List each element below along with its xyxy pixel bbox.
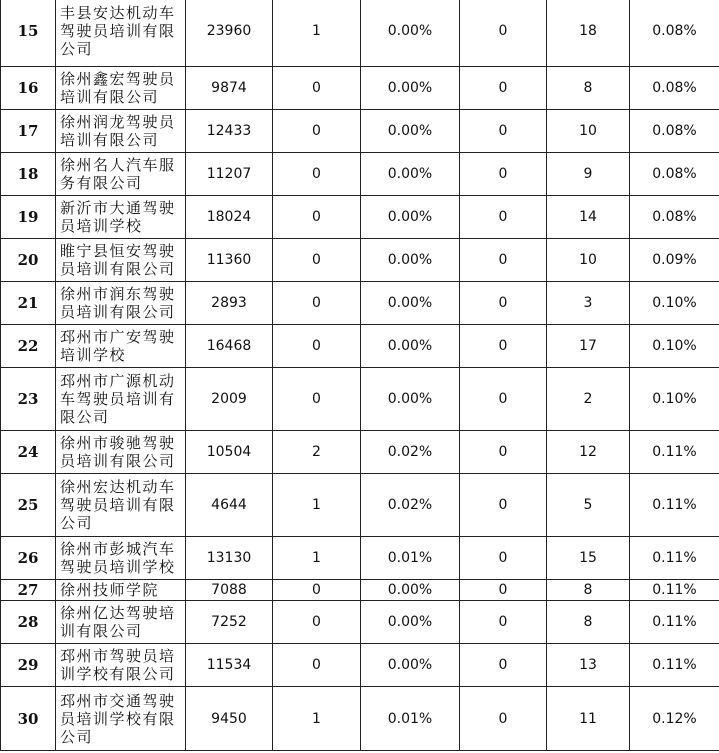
table-row <box>1 474 719 537</box>
company-name-cell: 睢宁县恒安驾驶员培训有限公司 <box>56 239 186 282</box>
rate-b-cell: 0.11% <box>630 644 719 687</box>
company-name-cell: 新沂市大通驾驶员培训学校 <box>56 196 186 239</box>
row-number-cell: 19 <box>1 196 56 239</box>
company-name-cell: 邳州市驾驶员培训学校有限公司 <box>56 644 186 687</box>
count-b-cell: 0 <box>460 537 547 580</box>
count-c-cell: 8 <box>547 67 630 110</box>
table-row <box>1 644 719 687</box>
count-b-cell: 0 <box>460 368 547 431</box>
table-row <box>1 110 719 153</box>
count-b-cell: 0 <box>460 239 547 282</box>
count-a-cell: 0 <box>273 282 361 325</box>
rate-b-cell: 0.08% <box>630 67 719 110</box>
row-number-cell: 25 <box>1 474 56 537</box>
total-value-cell: 2009 <box>186 368 273 431</box>
company-name-cell: 徐州市彭城汽车驾驶员培训学校 <box>56 537 186 580</box>
company-name-cell: 邳州市广安驾驶培训学校 <box>56 325 186 368</box>
table-row <box>1 196 719 239</box>
row-number-cell: 27 <box>1 580 56 601</box>
total-value-cell: 2893 <box>186 282 273 325</box>
count-b-cell: 0 <box>460 644 547 687</box>
count-c-cell: 3 <box>547 282 630 325</box>
total-value-cell: 9874 <box>186 67 273 110</box>
count-b-cell: 0 <box>460 325 547 368</box>
count-a-cell: 0 <box>273 601 361 644</box>
company-name-cell: 邳州市交通驾驶员培训学校有限公司 <box>56 687 186 751</box>
company-name-cell: 徐州亿达驾驶培训有限公司 <box>56 601 186 644</box>
row-number-cell: 23 <box>1 368 56 431</box>
table-row <box>1 325 719 368</box>
company-name-cell: 徐州技师学院 <box>56 580 186 601</box>
total-value-cell: 9450 <box>186 687 273 751</box>
count-a-cell: 0 <box>273 368 361 431</box>
rate-b-cell: 0.11% <box>630 474 719 537</box>
total-value-cell: 10504 <box>186 431 273 474</box>
rate-a-cell: 0.00% <box>361 325 460 368</box>
count-b-cell: 0 <box>460 110 547 153</box>
table-row <box>1 368 719 431</box>
count-c-cell: 8 <box>547 580 630 601</box>
count-a-cell: 0 <box>273 153 361 196</box>
rate-a-cell: 0.00% <box>361 239 460 282</box>
count-b-cell: 0 <box>460 601 547 644</box>
rate-a-cell: 0.00% <box>361 110 460 153</box>
count-b-cell: 0 <box>460 67 547 110</box>
total-value-cell: 11534 <box>186 644 273 687</box>
rate-a-cell: 0.00% <box>361 196 460 239</box>
company-name-cell: 丰县安达机动车驾驶员培训有限公司 <box>56 0 186 67</box>
company-name-cell: 徐州市骏驰驾驶员培训有限公司 <box>56 431 186 474</box>
rate-a-cell: 0.00% <box>361 0 460 67</box>
company-name-cell: 徐州鑫宏驾驶员培训有限公司 <box>56 67 186 110</box>
count-a-cell: 0 <box>273 67 361 110</box>
company-name-cell: 徐州市润东驾驶员培训有限公司 <box>56 282 186 325</box>
count-c-cell: 8 <box>547 601 630 644</box>
total-value-cell: 7088 <box>186 580 273 601</box>
rate-a-cell: 0.00% <box>361 644 460 687</box>
count-b-cell: 0 <box>460 196 547 239</box>
row-number-cell: 20 <box>1 239 56 282</box>
rate-b-cell: 0.11% <box>630 580 719 601</box>
table-row <box>1 601 719 644</box>
total-value-cell: 7252 <box>186 601 273 644</box>
total-value-cell: 11207 <box>186 153 273 196</box>
rate-a-cell: 0.00% <box>361 580 460 601</box>
count-b-cell: 0 <box>460 580 547 601</box>
row-number-cell: 15 <box>1 0 56 67</box>
count-c-cell: 10 <box>547 239 630 282</box>
count-a-cell: 1 <box>273 537 361 580</box>
row-number-cell: 21 <box>1 282 56 325</box>
count-b-cell: 0 <box>460 687 547 751</box>
rate-a-cell: 0.00% <box>361 282 460 325</box>
row-number-cell: 17 <box>1 110 56 153</box>
row-number-cell: 28 <box>1 601 56 644</box>
rate-b-cell: 0.09% <box>630 239 719 282</box>
table-row <box>1 282 719 325</box>
count-b-cell: 0 <box>460 153 547 196</box>
total-value-cell: 13130 <box>186 537 273 580</box>
count-a-cell: 1 <box>273 0 361 67</box>
table-row <box>1 0 719 67</box>
count-c-cell: 9 <box>547 153 630 196</box>
company-name-cell: 徐州名人汽车服务有限公司 <box>56 153 186 196</box>
total-value-cell: 11360 <box>186 239 273 282</box>
rate-b-cell: 0.10% <box>630 368 719 431</box>
total-value-cell: 12433 <box>186 110 273 153</box>
table-row <box>1 153 719 196</box>
count-a-cell: 2 <box>273 431 361 474</box>
rate-b-cell: 0.08% <box>630 0 719 67</box>
count-a-cell: 0 <box>273 580 361 601</box>
count-c-cell: 11 <box>547 687 630 751</box>
count-a-cell: 1 <box>273 687 361 751</box>
count-a-cell: 0 <box>273 196 361 239</box>
rate-a-cell: 0.00% <box>361 601 460 644</box>
rate-b-cell: 0.08% <box>630 153 719 196</box>
table-row <box>1 431 719 474</box>
company-name-cell: 徐州宏达机动车驾驶员培训有限公司 <box>56 474 186 537</box>
total-value-cell: 16468 <box>186 325 273 368</box>
rate-b-cell: 0.11% <box>630 537 719 580</box>
row-number-cell: 29 <box>1 644 56 687</box>
row-number-cell: 16 <box>1 67 56 110</box>
count-a-cell: 0 <box>273 325 361 368</box>
count-b-cell: 0 <box>460 0 547 67</box>
table-row <box>1 537 719 580</box>
count-c-cell: 5 <box>547 474 630 537</box>
rate-b-cell: 0.12% <box>630 687 719 751</box>
table-row <box>1 67 719 110</box>
row-number-cell: 22 <box>1 325 56 368</box>
rate-a-cell: 0.02% <box>361 431 460 474</box>
table-row <box>1 239 719 282</box>
count-c-cell: 17 <box>547 325 630 368</box>
total-value-cell: 18024 <box>186 196 273 239</box>
count-c-cell: 13 <box>547 644 630 687</box>
count-c-cell: 18 <box>547 0 630 67</box>
count-c-cell: 15 <box>547 537 630 580</box>
count-a-cell: 0 <box>273 239 361 282</box>
rate-a-cell: 0.02% <box>361 474 460 537</box>
row-number-cell: 18 <box>1 153 56 196</box>
table-body <box>1 0 719 751</box>
table-row <box>1 687 719 751</box>
rate-a-cell: 0.00% <box>361 153 460 196</box>
total-value-cell: 4644 <box>186 474 273 537</box>
rate-b-cell: 0.10% <box>630 282 719 325</box>
rate-b-cell: 0.11% <box>630 601 719 644</box>
count-c-cell: 10 <box>547 110 630 153</box>
row-number-cell: 26 <box>1 537 56 580</box>
total-value-cell: 23960 <box>186 0 273 67</box>
count-a-cell: 0 <box>273 110 361 153</box>
count-b-cell: 0 <box>460 474 547 537</box>
row-number-cell: 30 <box>1 687 56 751</box>
rate-a-cell: 0.00% <box>361 67 460 110</box>
rate-b-cell: 0.08% <box>630 196 719 239</box>
rate-a-cell: 0.01% <box>361 537 460 580</box>
count-a-cell: 0 <box>273 644 361 687</box>
company-name-cell: 邳州市广源机动车驾驶员培训有限公司 <box>56 368 186 431</box>
rate-b-cell: 0.10% <box>630 325 719 368</box>
company-name-cell: 徐州润龙驾驶员培训有限公司 <box>56 110 186 153</box>
count-c-cell: 14 <box>547 196 630 239</box>
row-number-cell: 24 <box>1 431 56 474</box>
count-c-cell: 12 <box>547 431 630 474</box>
count-c-cell: 2 <box>547 368 630 431</box>
rate-b-cell: 0.11% <box>630 431 719 474</box>
rate-a-cell: 0.01% <box>361 687 460 751</box>
rate-b-cell: 0.08% <box>630 110 719 153</box>
count-b-cell: 0 <box>460 431 547 474</box>
table-row <box>1 580 719 601</box>
count-a-cell: 1 <box>273 474 361 537</box>
rate-a-cell: 0.00% <box>361 368 460 431</box>
count-b-cell: 0 <box>460 282 547 325</box>
